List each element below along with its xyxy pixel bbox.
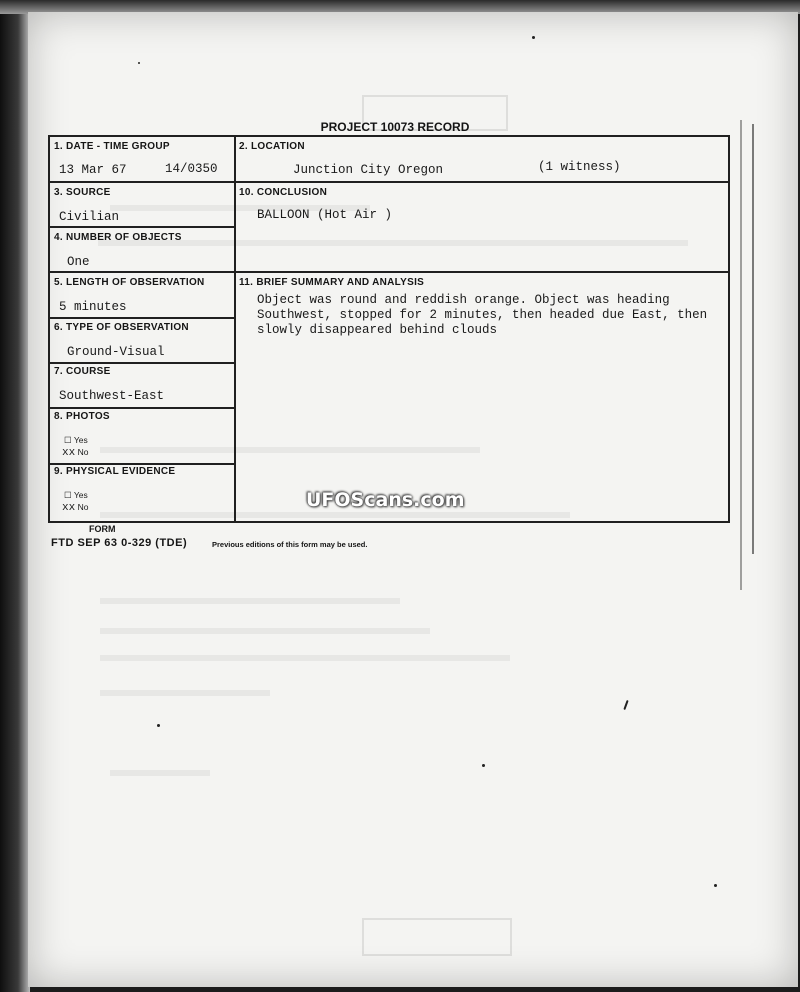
source-label: 3. SOURCE <box>54 187 111 198</box>
form-code: FTD SEP 63 0-329 (TDE) <box>51 537 188 549</box>
evidence-yes-option <box>64 490 88 501</box>
row-divider <box>50 226 234 228</box>
photos-yes-label: Yes <box>73 435 88 445</box>
objects-value: One <box>67 255 90 269</box>
column-divider <box>234 137 236 521</box>
summary-line: Object was round and reddish orange. Object was heading <box>257 293 670 307</box>
course-label: 7. COURSE <box>54 366 111 377</box>
bleedthrough-line <box>110 770 210 776</box>
dust-speck <box>157 724 160 727</box>
date-time-label: 1. DATE - TIME GROUP <box>54 141 170 152</box>
photos-label: 8. PHOTOS <box>54 411 110 422</box>
summary-label: 11. BRIEF SUMMARY AND ANALYSIS <box>239 277 425 288</box>
dust-speck <box>482 764 485 767</box>
source-value: Civilian <box>59 210 120 224</box>
length-value: 5 minutes <box>59 300 127 314</box>
photos-no-mark: xx <box>62 447 76 459</box>
form-word: FORM <box>89 524 116 534</box>
time-value: 14/0350 <box>165 162 218 176</box>
dust-speck <box>138 62 140 64</box>
row-divider <box>50 362 234 364</box>
row-divider <box>50 317 234 319</box>
scan-left-edge <box>0 0 30 992</box>
type-value: Ground-Visual <box>67 345 165 359</box>
margin-line <box>740 120 742 590</box>
location-value: Junction City Oregon <box>293 163 444 177</box>
bleedthrough-line <box>100 598 400 604</box>
dust-speck <box>714 884 717 887</box>
bleedthrough-line <box>100 690 270 696</box>
row-divider <box>50 463 234 465</box>
bleedthrough-line <box>100 628 430 634</box>
conclusion-label: 10. CONCLUSION <box>239 187 328 198</box>
course-value: Southwest-East <box>59 389 165 403</box>
row-divider <box>50 271 728 273</box>
objects-label: 4. NUMBER OF OBJECTS <box>54 232 182 243</box>
conclusion-value: BALLOON (Hot Air ) <box>257 208 393 222</box>
evidence-label: 9. PHYSICAL EVIDENCE <box>54 466 176 477</box>
checkbox-icon: ☐ <box>64 435 72 445</box>
evidence-yes-label: Yes <box>73 490 88 500</box>
row-divider <box>50 407 234 409</box>
evidence-no-option <box>62 502 88 514</box>
checkbox-icon: ☐ <box>64 490 72 500</box>
location-label: 2. LOCATION <box>239 141 305 152</box>
dust-speck <box>532 36 535 39</box>
row-divider <box>50 181 728 183</box>
evidence-no-label: No <box>77 502 89 512</box>
summary-line: slowly disappeared behind clouds <box>257 323 498 337</box>
photos-no-option <box>62 447 88 459</box>
summary-line: Southwest, stopped for 2 minutes, then headed due East, then <box>257 308 708 322</box>
document-title: PROJECT 10073 RECORD <box>320 120 470 134</box>
bleedthrough-line <box>100 655 510 661</box>
margin-line <box>752 124 754 554</box>
bleedthrough-stamp-bottom <box>362 918 512 956</box>
date-value: 13 Mar 67 <box>59 163 127 177</box>
length-label: 5. LENGTH OF OBSERVATION <box>54 277 205 288</box>
type-label: 6. TYPE OF OBSERVATION <box>54 322 189 333</box>
watermark: UFOScans.com <box>306 489 465 511</box>
evidence-no-mark: xx <box>62 502 76 514</box>
witness-count: (1 witness) <box>538 160 621 174</box>
form-note: Previous editions of this form may be used. <box>212 540 368 549</box>
photos-no-label: No <box>77 447 89 457</box>
photos-yes-option <box>64 435 88 446</box>
summary-text <box>257 293 727 338</box>
